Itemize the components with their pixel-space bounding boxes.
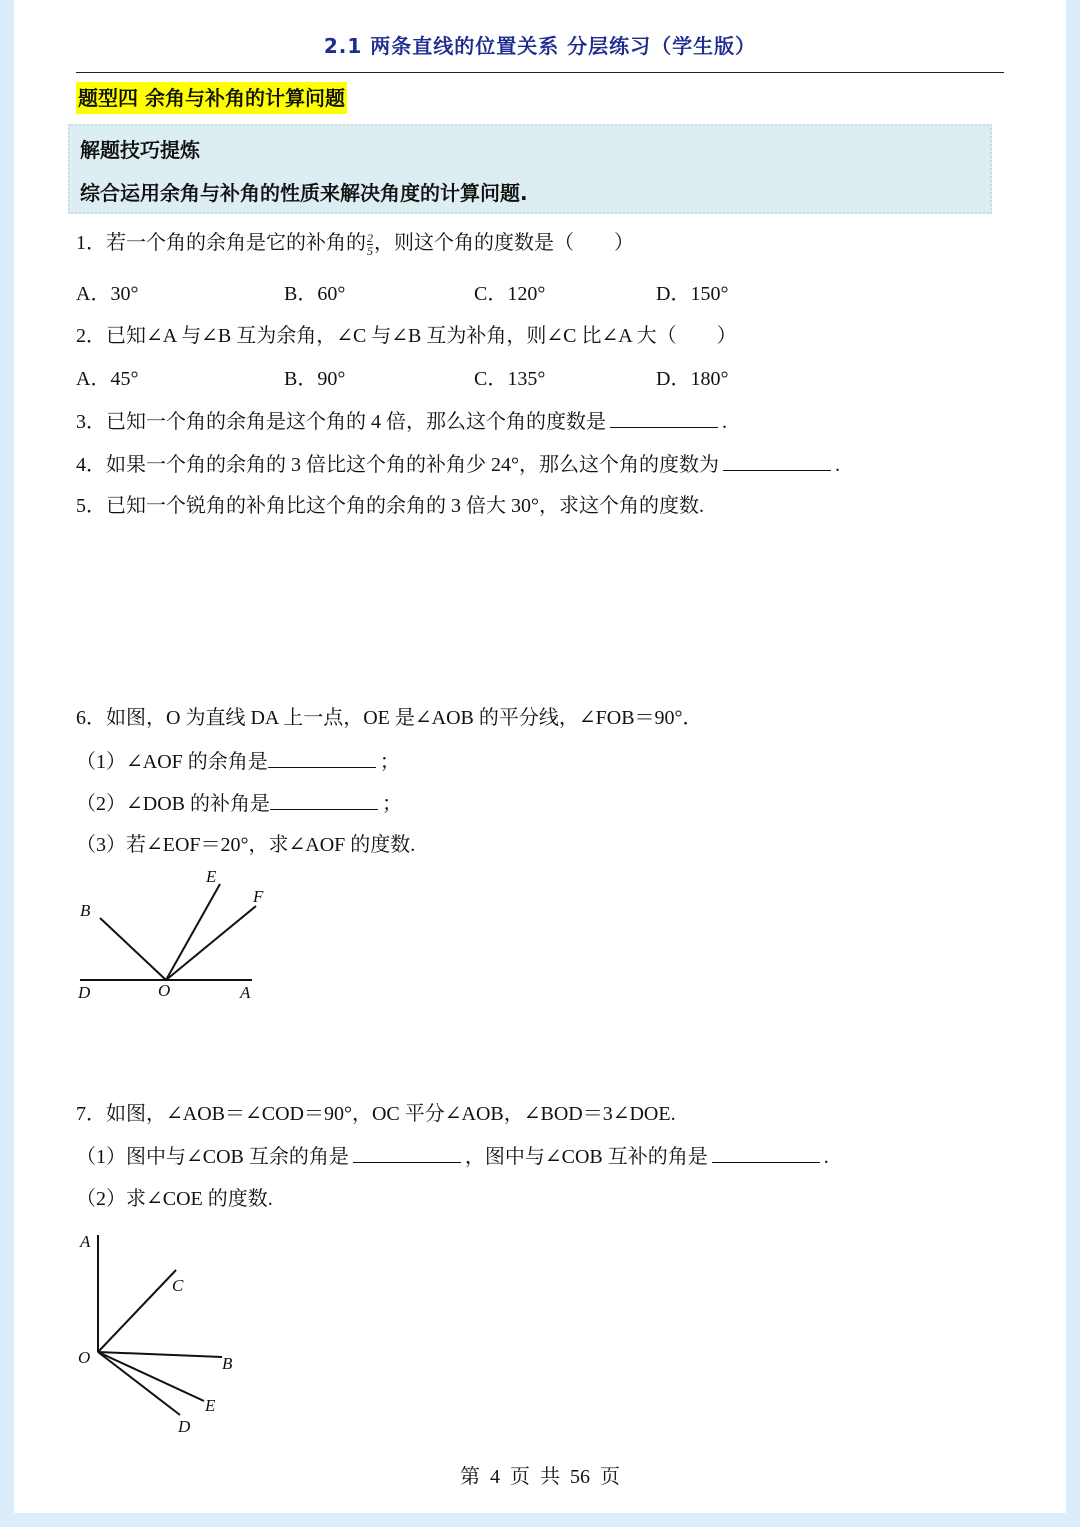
question-6-sub-2-text: （2）∠DOB 的补角是 xyxy=(76,793,270,815)
question-4-text: 4．如果一个角的余角的 3 倍比这个角的补角少 24°，那么这个角的度数为 xyxy=(76,454,719,476)
document-page xyxy=(14,0,1066,1513)
question-7-figure xyxy=(70,1225,270,1440)
question-6-text: 6．如图，O 为直线 DA 上一点，OE 是∠AOB 的平分线，∠FOB＝90°． xyxy=(76,707,703,729)
question-1-option-c: C．120° xyxy=(474,283,546,305)
question-1-fraction xyxy=(367,232,373,257)
point-label-o: O xyxy=(158,981,171,1000)
point-label-a: A xyxy=(240,983,251,1002)
tip-box xyxy=(68,124,992,214)
point-label-e: E xyxy=(205,1396,216,1415)
question-3-text: 3．已知一个角的余角是这个角的 4 倍，那么这个角的度数是 xyxy=(76,411,606,433)
question-6-sub-1 xyxy=(76,747,400,776)
point-label-c: C xyxy=(172,1276,184,1295)
answer-blank[interactable] xyxy=(723,450,831,471)
fraction-numerator: 2 xyxy=(367,230,373,245)
point-label-b: B xyxy=(222,1354,233,1373)
question-2-option-d: D．180° xyxy=(656,368,729,390)
header-rule xyxy=(76,72,1004,73)
question-5-text: 5．已知一个锐角的补角比这个角的余角的 3 倍大 30°，求这个角的度数. xyxy=(76,495,704,517)
point-label-f: F xyxy=(253,887,264,906)
point-label-d: D xyxy=(78,983,91,1002)
ray-oc xyxy=(98,1270,176,1352)
ray-of xyxy=(166,906,256,980)
question-6-sub-2 xyxy=(76,789,402,818)
tip-text: 综合运用余角与补角的性质来解决角度的计算问题. xyxy=(80,181,528,205)
question-4-end: . xyxy=(835,454,840,476)
question-6-sub-2-end: ； xyxy=(381,793,402,815)
point-label-o: O xyxy=(78,1348,91,1367)
question-1-option-a: A．30° xyxy=(76,283,139,305)
tip-title: 解题技巧提炼 xyxy=(80,138,200,162)
ray-ob xyxy=(98,1352,222,1357)
point-label-e: E xyxy=(206,867,217,886)
point-label-a: A xyxy=(80,1232,91,1251)
question-7-sub-1-text-a: （1）图中与∠COB 互余的角是 xyxy=(76,1146,349,1168)
question-1-option-b: B．60° xyxy=(284,283,346,305)
question-7-sub-1-end: . xyxy=(823,1146,829,1168)
ray-oe xyxy=(166,884,220,980)
question-6-sub-1-end: ； xyxy=(379,751,400,773)
question-7-sub-1-text-b: ，图中与∠COB 互补的角是 xyxy=(464,1146,708,1168)
answer-blank[interactable] xyxy=(353,1142,461,1163)
question-2-option-b: B．90° xyxy=(284,368,346,390)
question-1-text-after: ，则这个角的度数是（ ） xyxy=(374,232,634,254)
question-7-sub-1 xyxy=(76,1142,829,1171)
question-6-sub-3: （3）若∠EOF＝20°，求∠AOF 的度数. xyxy=(76,834,416,856)
question-2-text: 2．已知∠A 与∠B 互为余角，∠C 与∠B 互为补角，则∠C 比∠A 大（ ） xyxy=(76,325,737,347)
fraction-denominator: 5 xyxy=(367,243,373,258)
question-2-option-a: A．45° xyxy=(76,368,139,390)
section-tag: 题型四 余角与补角的计算问题 xyxy=(76,82,347,114)
question-1-text-before: 1．若一个角的余角是它的补角的 xyxy=(76,232,366,254)
answer-blank[interactable] xyxy=(268,747,376,768)
answer-blank[interactable] xyxy=(270,789,378,810)
question-3 xyxy=(76,407,727,436)
question-4 xyxy=(76,450,840,479)
answer-blank[interactable] xyxy=(712,1142,820,1163)
page-header-title: 2.1 两条直线的位置关系 分层练习（学生版） xyxy=(323,34,757,58)
point-label-b: B xyxy=(80,901,91,920)
question-1-option-d: D．150° xyxy=(656,283,729,305)
question-2-option-c: C．135° xyxy=(474,368,546,390)
question-1 xyxy=(76,229,634,257)
question-6-figure xyxy=(70,860,290,1010)
page-footer: 第 4 页 共 56 页 xyxy=(460,1466,620,1488)
point-label-d: D xyxy=(178,1417,191,1436)
ray-ob xyxy=(100,918,166,980)
question-7-sub-2: （2）求∠COE 的度数. xyxy=(76,1188,273,1210)
answer-blank[interactable] xyxy=(610,407,718,428)
question-3-end: . xyxy=(722,411,727,433)
question-7-text: 7．如图，∠AOB＝∠COD＝90°，OC 平分∠AOB，∠BOD＝3∠DOE. xyxy=(76,1103,676,1125)
question-6-sub-1-text: （1）∠AOF 的余角是 xyxy=(76,751,268,773)
